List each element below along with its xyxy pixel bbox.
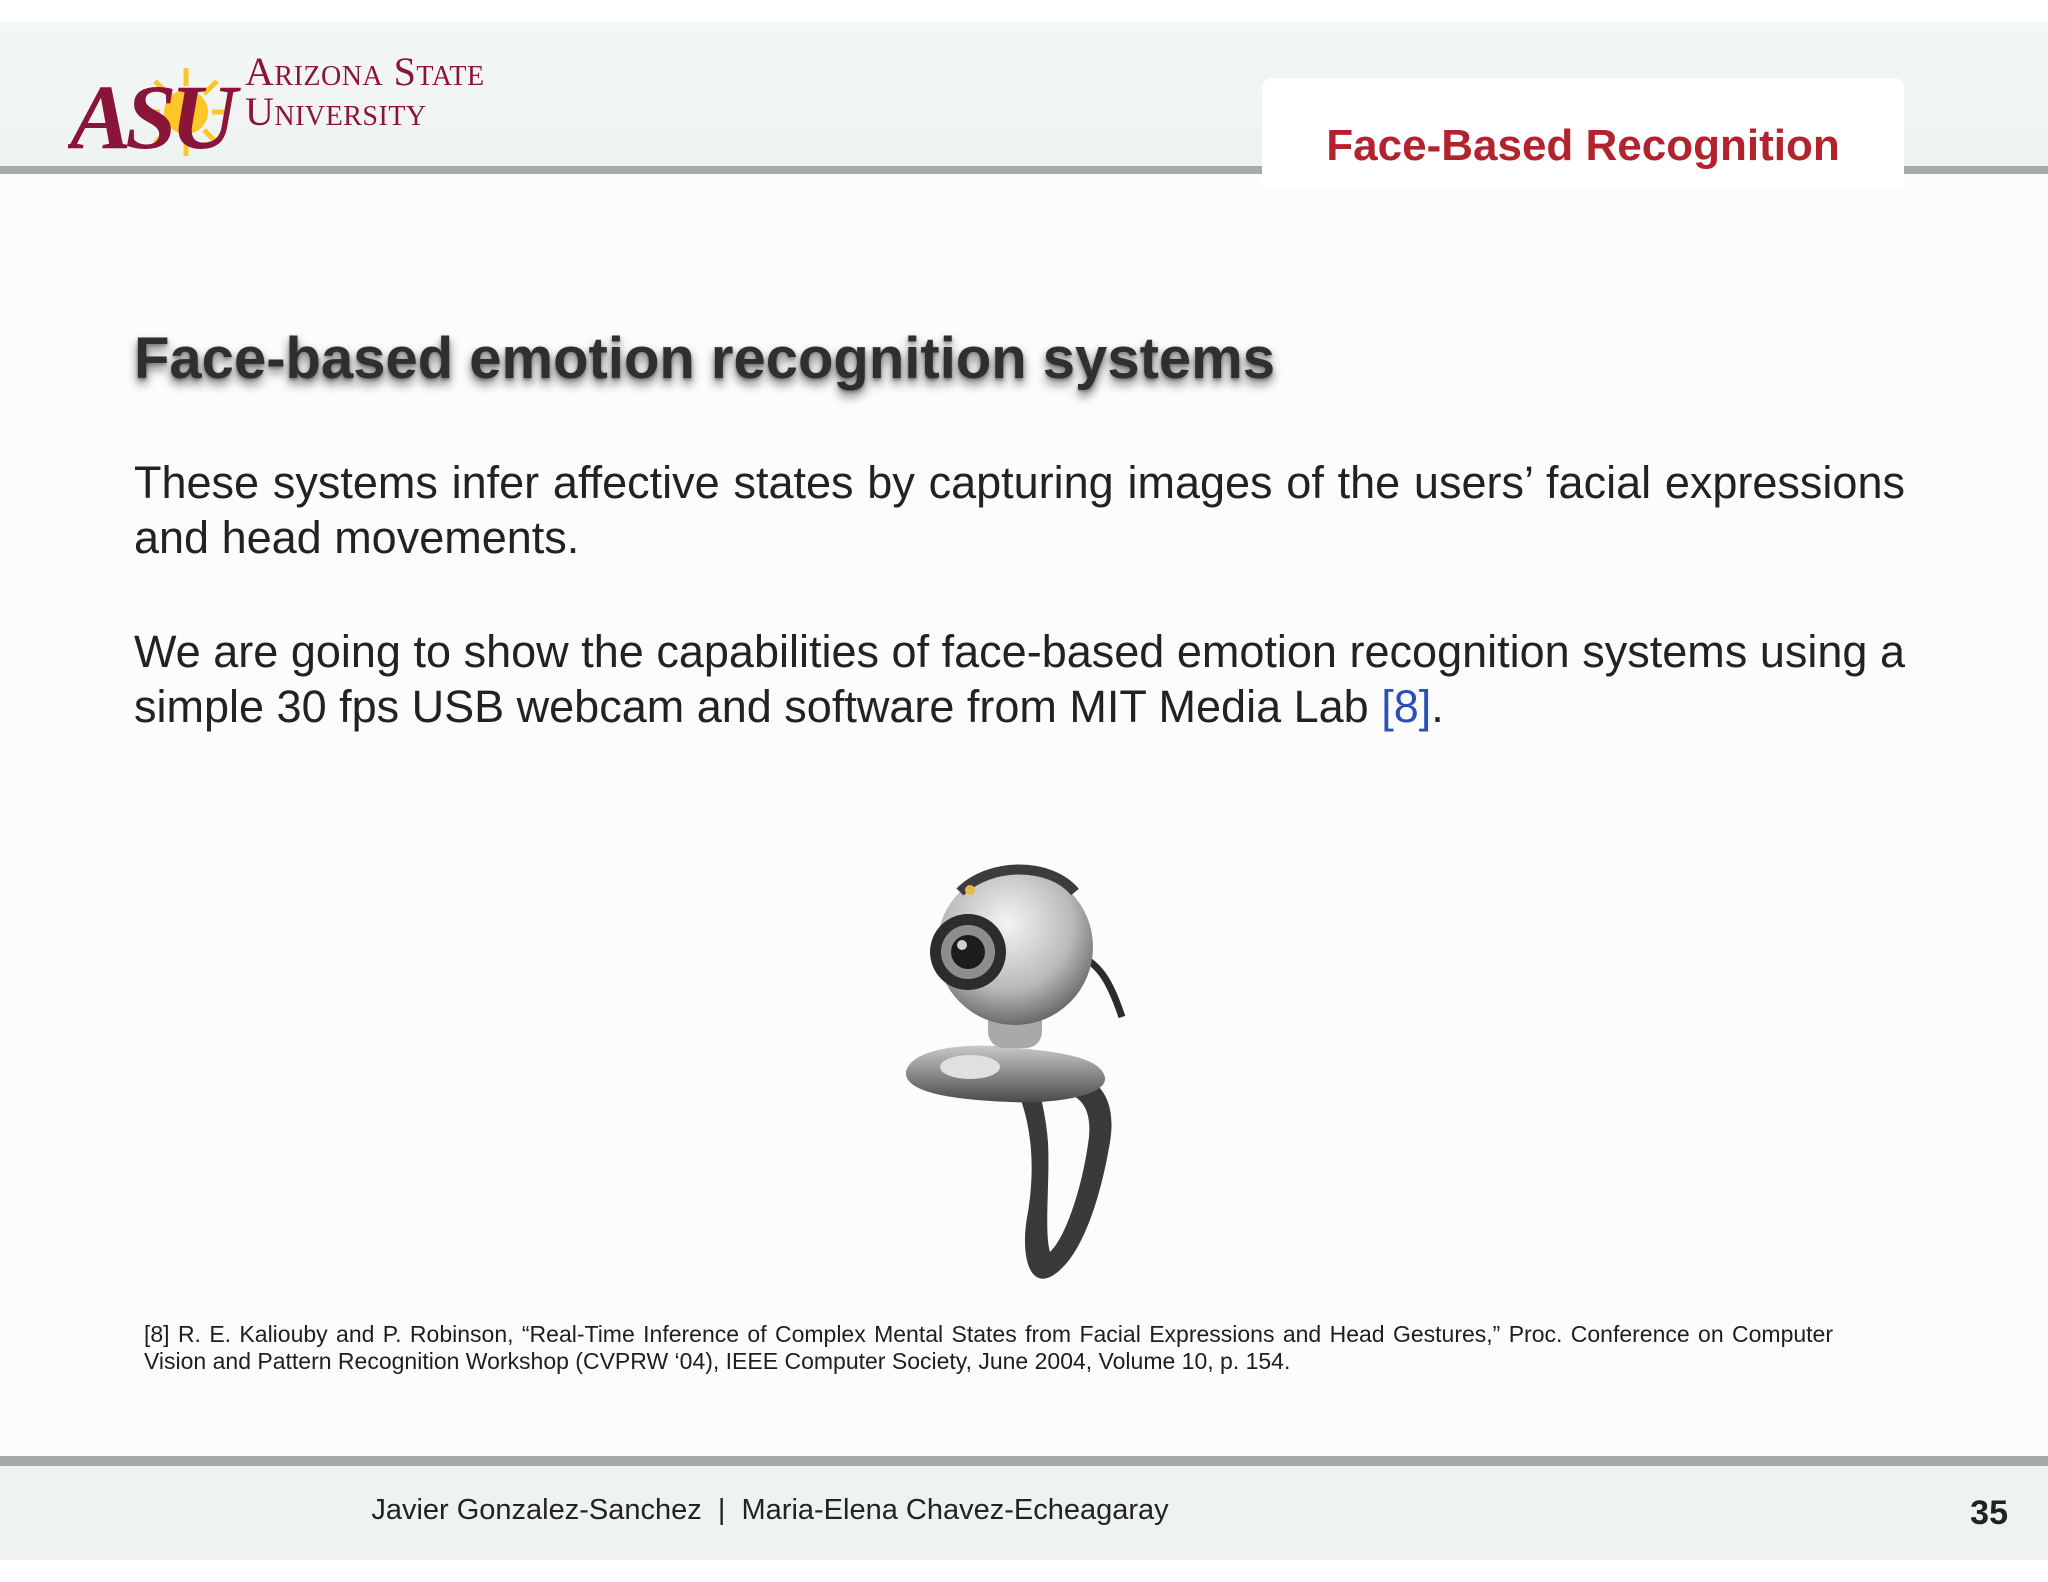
paragraph-2-text: We are going to show the capabilities of face-based emotion recognition systems using a simple 30 fps USB webcam and software from MIT Media Lab xyxy=(134,626,1905,732)
logo-mark: ASU xyxy=(70,66,231,162)
authors: Javier Gonzalez-Sanchez | Maria-Elena Chavez-Echeagaray xyxy=(371,1494,1169,1526)
page-number: 35 xyxy=(1970,1494,2008,1532)
footer-rule xyxy=(0,1456,2048,1466)
paragraph-2-end: . xyxy=(1431,681,1444,732)
university-line-1: Arizona State xyxy=(245,49,485,94)
section-title: Face-Based Recognition xyxy=(1326,121,1840,170)
slide xyxy=(0,22,2048,1560)
university-name xyxy=(245,49,485,134)
citation-link[interactable]: [8] xyxy=(1381,681,1432,732)
slide-title: Face-based emotion recognition systems xyxy=(134,326,1275,391)
paragraph-2 xyxy=(134,624,1905,734)
university-line-2: University xyxy=(245,89,427,134)
paragraph-1: These systems infer affective states by capturing images of the users’ facial expressions and head movements. xyxy=(134,457,1905,563)
section-tab xyxy=(1262,78,1904,186)
webcam-image xyxy=(900,852,1150,1292)
slide-footer xyxy=(0,1466,2048,1560)
reference-footnote: [8] R. E. Kaliouby and P. Robinson, “Real-Time Inference of Complex Mental States from Facial Expressions and Head Gestures,” Proc. Conference on Computer Vision and Pattern Recognition Workshop (CVPRW ‘04), IEEE Computer Society, June 2004, Volume 10, p. 154. xyxy=(144,1321,1833,1374)
